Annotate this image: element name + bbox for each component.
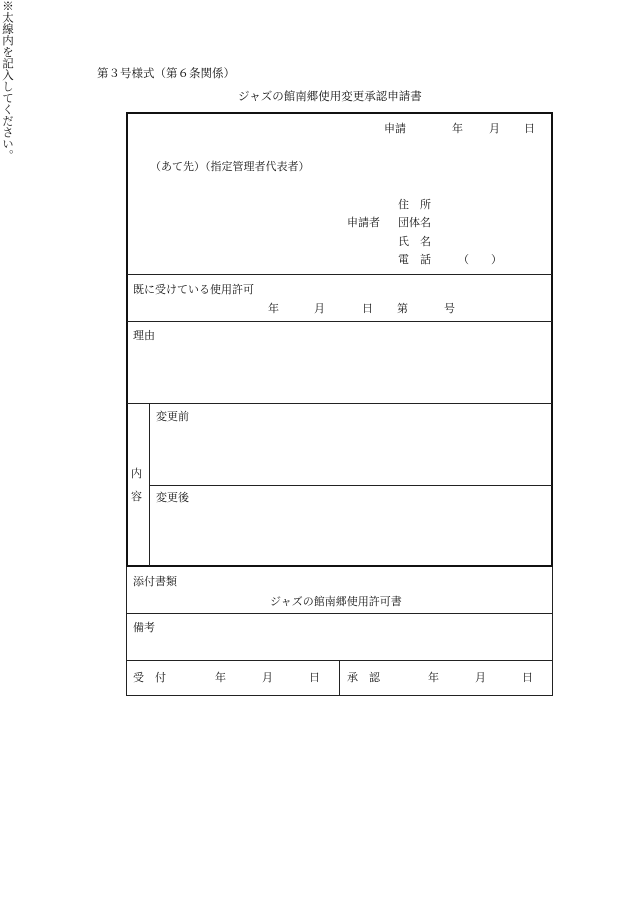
received-month-label[interactable]: 月: [262, 671, 273, 684]
permit-number-prefix[interactable]: 第: [397, 302, 408, 315]
received-year-label[interactable]: 年: [215, 671, 226, 684]
organization-label[interactable]: 団体名: [398, 216, 431, 229]
name-label[interactable]: 氏 名: [398, 235, 431, 248]
divider: [126, 613, 553, 614]
permit-number-suffix[interactable]: 号: [444, 302, 455, 315]
addressee: （あて先）（指定管理者代表者）: [150, 160, 310, 173]
before-change-label[interactable]: 変更前: [156, 410, 189, 423]
approval-year-label[interactable]: 年: [428, 671, 439, 684]
approval-label: 承 認: [347, 671, 380, 684]
approval-day-label[interactable]: 日: [522, 671, 533, 684]
attachments-label: 添付書類: [133, 575, 177, 588]
permit-day-label[interactable]: 日: [362, 302, 373, 315]
remarks-label[interactable]: 備考: [133, 621, 155, 634]
contents-label-top: 内: [131, 467, 142, 480]
reason-label[interactable]: 理由: [133, 329, 155, 342]
permit-year-label[interactable]: 年: [268, 302, 279, 315]
phone-label[interactable]: 電 話: [398, 253, 431, 266]
divider: [127, 274, 552, 275]
after-change-label[interactable]: 変更後: [156, 491, 189, 504]
phone-area-code[interactable]: （ ）: [458, 253, 502, 266]
application-year-label[interactable]: 年: [452, 122, 463, 135]
attachment-document: ジャズの館南郷使用許可書: [270, 595, 402, 608]
required-fields-box: [126, 112, 553, 567]
divider: [127, 403, 552, 404]
side-note: ※太線内を記入してください。: [1, 0, 15, 161]
permit-month-label[interactable]: 月: [314, 302, 325, 315]
approval-month-label[interactable]: 月: [475, 671, 486, 684]
received-label: 受 付: [133, 671, 166, 684]
application-month-label[interactable]: 月: [489, 122, 500, 135]
divider: [149, 485, 552, 486]
existing-permit-label: 既に受けている使用許可: [133, 283, 254, 296]
application-day-label[interactable]: 日: [524, 122, 535, 135]
document-title: ジャズの館南郷使用変更承認申請書: [238, 89, 422, 103]
contents-label-bottom: 容: [131, 490, 142, 503]
received-day-label[interactable]: 日: [309, 671, 320, 684]
footer-column-divider: [339, 660, 340, 696]
application-date-prefix: 申請: [384, 122, 406, 135]
form-number: 第３号様式（第６条関係）: [97, 66, 235, 80]
divider: [127, 321, 552, 322]
address-label[interactable]: 住 所: [398, 198, 431, 211]
applicant-label: 申請者: [347, 216, 380, 229]
